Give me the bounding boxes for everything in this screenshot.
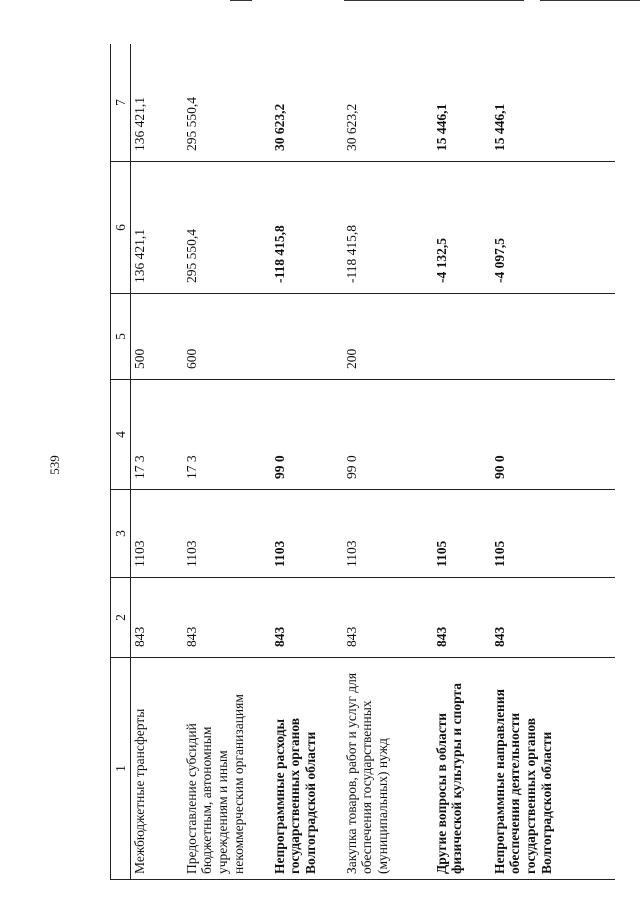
row-col-5 — [271, 294, 343, 380]
table-row — [183, 44, 271, 880]
row-col-6: -118 415,8 — [271, 162, 343, 294]
budget-table-container — [110, 44, 615, 880]
row-col-4: 17 3 — [131, 380, 183, 490]
row-col-4: 99 0 — [271, 380, 343, 490]
row-col-2: 843 — [131, 578, 183, 658]
row-col-4 — [433, 380, 491, 490]
row-col-7: 15 446,1 — [433, 44, 491, 162]
top-scan-marks — [0, 0, 640, 4]
header-col-5: 5 — [111, 294, 131, 380]
row-name: Непрограммные расходы государственных органов Волгоградской области — [271, 658, 343, 880]
budget-table — [110, 44, 615, 880]
header-col-6: 6 — [111, 162, 131, 294]
header-row — [111, 44, 131, 880]
row-col-6: -4 132,5 — [433, 162, 491, 294]
row-col-7: 136 421,1 — [131, 44, 183, 162]
row-col-3: 1103 — [271, 490, 343, 578]
row-col-6: 136 421,1 — [131, 162, 183, 294]
row-col-3: 1103 — [131, 490, 183, 578]
page-number: 539 — [47, 455, 62, 475]
row-col-5: 500 — [131, 294, 183, 380]
row-name: Межбюджетные трансферты — [131, 658, 183, 880]
table-row — [433, 44, 491, 880]
header-col-2: 2 — [111, 578, 131, 658]
header-col-3: 3 — [111, 490, 131, 578]
table-row — [271, 44, 343, 880]
row-col-5 — [491, 294, 616, 380]
row-col-4: 99 0 — [343, 380, 433, 490]
row-col-4: 90 0 — [491, 380, 616, 490]
row-col-3: 1105 — [491, 490, 616, 578]
row-col-7: 15 446,1 — [491, 44, 616, 162]
row-col-7: 295 550,4 — [183, 44, 271, 162]
row-col-5: 200 — [343, 294, 433, 380]
row-col-4: 17 3 — [183, 380, 271, 490]
table-row — [491, 44, 616, 880]
header-col-1: 1 — [111, 658, 131, 880]
table-row — [343, 44, 433, 880]
header-col-4: 4 — [111, 380, 131, 490]
row-col-6: 295 550,4 — [183, 162, 271, 294]
row-name: Другие вопросы в области физической культуры и спорта — [433, 658, 491, 880]
header-col-7: 7 — [111, 44, 131, 162]
row-col-5 — [433, 294, 491, 380]
table-row — [131, 44, 183, 880]
row-col-6: -118 415,8 — [343, 162, 433, 294]
row-col-2: 843 — [433, 578, 491, 658]
row-col-3: 1103 — [183, 490, 271, 578]
row-col-3: 1103 — [343, 490, 433, 578]
row-col-2: 843 — [343, 578, 433, 658]
row-col-5: 600 — [183, 294, 271, 380]
row-col-2: 843 — [271, 578, 343, 658]
row-col-2: 843 — [491, 578, 616, 658]
row-col-7: 30 623,2 — [271, 44, 343, 162]
row-name: Закупка товаров, работ и услуг для обеспечения государственных (муниципальных) нужд — [343, 658, 433, 880]
row-col-6: -4 097,5 — [491, 162, 616, 294]
row-col-3: 1105 — [433, 490, 491, 578]
row-name: Непрограммные направления обеспечения деятельности государственных органов Волгоградской области — [491, 658, 616, 880]
row-col-7: 30 623,2 — [343, 44, 433, 162]
row-name: Предоставление субсидий бюджетным, автономным учреждениям и иным некоммерческим организациям — [183, 658, 271, 880]
row-col-2: 843 — [183, 578, 271, 658]
